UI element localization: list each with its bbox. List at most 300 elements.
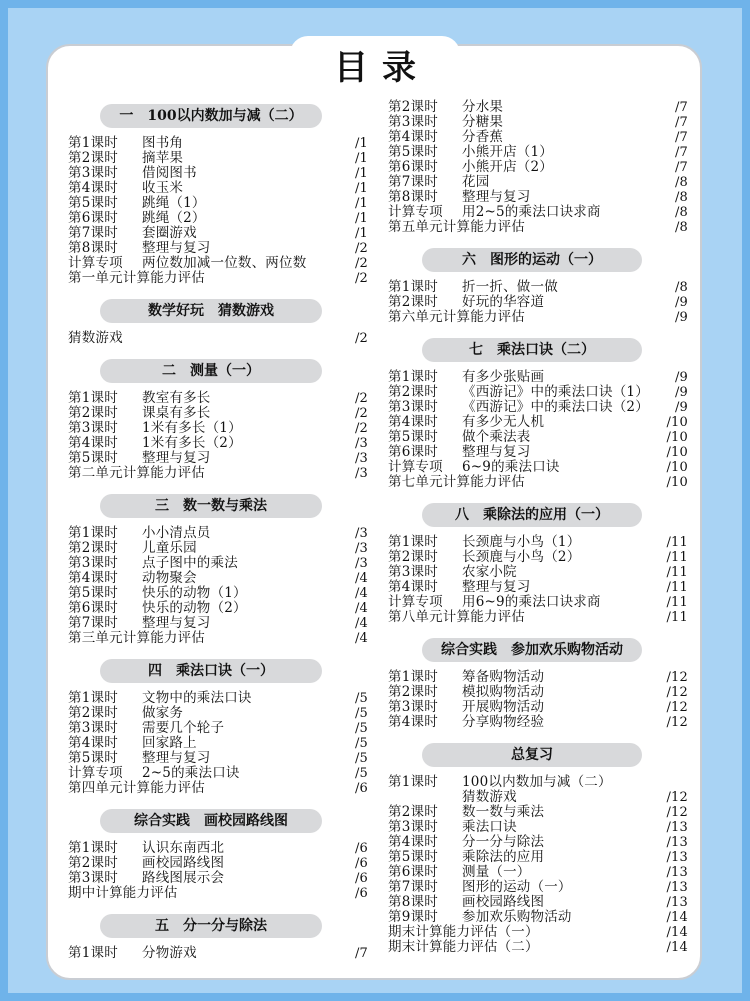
entry-lesson: 期中计算能力评估: [68, 885, 178, 901]
entry-page: /14: [666, 910, 688, 925]
entry-lesson: 第2课时: [388, 804, 438, 820]
entry-page: /12: [666, 685, 688, 700]
entry-title: 跳绳（1）: [142, 195, 206, 211]
entry-lesson: 第2课时: [68, 405, 118, 421]
toc-right-column: [388, 100, 688, 955]
entry-page: /5: [354, 766, 368, 781]
entry-page: /12: [666, 670, 688, 685]
toc-entry[interactable]: [68, 571, 368, 586]
entry-page: /4: [354, 631, 368, 646]
entry-lesson: 第7课时: [68, 615, 118, 631]
toc-entry[interactable]: [388, 280, 688, 295]
entry-lesson: 第3课时: [68, 870, 118, 886]
entry-page: /1: [354, 211, 368, 226]
toc-entry[interactable]: [68, 241, 368, 256]
entry-page: /13: [666, 865, 688, 880]
toc-entry[interactable]: [388, 220, 688, 235]
section-header: 数学好玩 猜数游戏: [100, 299, 322, 323]
entry-page: /13: [666, 850, 688, 865]
toc-entry[interactable]: [388, 910, 688, 925]
toc-entry[interactable]: [388, 880, 688, 895]
toc-entry[interactable]: [388, 115, 688, 130]
entry-lesson: 第4课时: [388, 414, 438, 430]
entry-page: /4: [354, 616, 368, 631]
entry-title: 模拟购物活动: [462, 684, 545, 700]
entry-page: /1: [354, 181, 368, 196]
entry-title: 用6~9的乘法口诀求商: [462, 594, 601, 610]
entry-page: /6: [354, 871, 368, 886]
toc-entry[interactable]: [68, 631, 368, 646]
entry-lesson: 第5课时: [68, 750, 118, 766]
entry-lesson: 第4课时: [388, 714, 438, 730]
entry-page: /4: [354, 601, 368, 616]
entry-page: /2: [354, 421, 368, 436]
toc-entry[interactable]: [388, 205, 688, 220]
entry-lesson: 第3课时: [388, 114, 438, 130]
entry-lesson: 计算专项: [68, 255, 123, 271]
entry-title: 开展购物活动: [462, 699, 545, 715]
toc-entry[interactable]: [388, 565, 688, 580]
entry-lesson: 第6课时: [388, 864, 438, 880]
entry-page: /2: [354, 391, 368, 406]
entry-title: 动物聚会: [142, 570, 197, 586]
toc-entry[interactable]: [388, 190, 688, 205]
entry-title: 整理与复习: [142, 750, 211, 766]
entry-title: 长颈鹿与小鸟（1）: [462, 534, 581, 550]
entry-page: /11: [666, 535, 688, 550]
toc-entry[interactable]: [388, 865, 688, 880]
toc-entry[interactable]: [388, 550, 688, 565]
entry-title: 儿童乐园: [142, 540, 197, 556]
entry-lesson: 第4课时: [68, 180, 118, 196]
entry-lesson: 第9课时: [388, 909, 438, 925]
entry-page: /8: [674, 220, 688, 235]
entry-title: 快乐的动物（1）: [142, 585, 247, 601]
entry-page: /4: [354, 586, 368, 601]
entry-lesson: 第6课时: [388, 159, 438, 175]
toc-entry[interactable]: [68, 466, 368, 481]
entry-title: 整理与复习: [142, 615, 211, 631]
entry-lesson: 第五单元计算能力评估: [388, 219, 525, 235]
entry-title: 6~9的乘法口诀: [462, 459, 560, 475]
toc-entry[interactable]: [388, 805, 688, 820]
toc-entry[interactable]: [388, 535, 688, 550]
entry-title: 分香蕉: [462, 129, 504, 145]
entry-lesson: 计算专项: [388, 204, 443, 220]
entry-page: /7: [674, 115, 688, 130]
entry-title: 画校园路线图: [142, 855, 225, 871]
entry-page: /1: [354, 151, 368, 166]
entry-lesson: 第8课时: [388, 894, 438, 910]
entry-page: /8: [674, 175, 688, 190]
entry-page: /6: [354, 841, 368, 856]
entry-title: 图书角: [142, 135, 184, 151]
entry-lesson: 第1课时: [388, 279, 438, 295]
entry-lesson: 第4课时: [68, 435, 118, 451]
entry-lesson: 第1课时: [68, 135, 118, 151]
toc-entry[interactable]: [388, 895, 688, 910]
entry-page: /14: [666, 940, 688, 955]
entry-lesson: 第2课时: [388, 294, 438, 310]
toc-entry[interactable]: [388, 595, 688, 610]
entry-page: /13: [666, 820, 688, 835]
entry-title: 套圈游戏: [142, 225, 197, 241]
toc-entry[interactable]: [388, 145, 688, 160]
section-header: 七 乘法口诀（二）: [422, 338, 642, 362]
toc-entry[interactable]: [388, 400, 688, 415]
entry-title: 课桌有多长: [142, 405, 211, 421]
entry-lesson: 第3课时: [388, 564, 438, 580]
toc-entry[interactable]: [68, 751, 368, 766]
toc-left-column: [68, 104, 368, 961]
section-header: 三 数一数与乘法: [100, 494, 322, 518]
entry-title: 小熊开店（2）: [462, 159, 553, 175]
entry-lesson: 第7课时: [388, 879, 438, 895]
entry-page: /8: [674, 205, 688, 220]
entry-page: /10: [666, 415, 688, 430]
entry-page: /7: [674, 145, 688, 160]
entry-lesson: 第7课时: [388, 174, 438, 190]
entry-page: /12: [666, 790, 688, 805]
entry-lesson: 第4课时: [388, 834, 438, 850]
entry-page: /9: [674, 310, 688, 325]
toc-entry[interactable]: [68, 226, 368, 241]
entry-lesson: 计算专项: [388, 594, 443, 610]
toc-entry[interactable]: [388, 385, 688, 400]
entry-lesson: 第2课时: [68, 540, 118, 556]
toc-entry[interactable]: [68, 766, 368, 781]
entry-lesson: 期末计算能力评估（二）: [388, 939, 539, 955]
entry-page: /7: [674, 100, 688, 115]
entry-page: /3: [354, 466, 368, 481]
entry-lesson: 第5课时: [388, 429, 438, 445]
toc-entry[interactable]: [388, 475, 688, 490]
entry-lesson: 第1课时: [68, 690, 118, 706]
entry-lesson: 第2课时: [68, 705, 118, 721]
toc-entry[interactable]: [388, 715, 688, 730]
entry-title: 参加欢乐购物活动: [462, 909, 572, 925]
entry-title: 长颈鹿与小鸟（2）: [462, 549, 581, 565]
entry-page: /9: [674, 370, 688, 385]
toc-entry[interactable]: [388, 370, 688, 385]
toc-entry[interactable]: [388, 175, 688, 190]
entry-title: 分水果: [462, 99, 504, 115]
entry-lesson: 第5课时: [68, 585, 118, 601]
entry-title: 小小清点员: [142, 525, 211, 541]
entry-title: 点子图中的乘法: [142, 555, 238, 571]
entry-title: 分物游戏: [142, 945, 197, 961]
toc-entry[interactable]: [388, 160, 688, 175]
entry-lesson: 第2课时: [388, 99, 438, 115]
entry-lesson: 第2课时: [388, 384, 438, 400]
entry-title: 筹备购物活动: [462, 669, 545, 685]
entry-page: /12: [666, 805, 688, 820]
toc-entry[interactable]: [68, 841, 368, 856]
entry-page: /11: [666, 580, 688, 595]
entry-page: /13: [666, 895, 688, 910]
entry-lesson: 第8课时: [388, 189, 438, 205]
entry-lesson: 第2课时: [388, 549, 438, 565]
toc-entry[interactable]: [68, 691, 368, 706]
toc-entry[interactable]: [388, 700, 688, 715]
entry-title: 认识东南西北: [142, 840, 225, 856]
toc-entry[interactable]: [68, 406, 368, 421]
entry-title: 1米有多长（1）: [142, 420, 242, 436]
entry-lesson: 第1课时: [388, 369, 438, 385]
entry-page: /2: [354, 241, 368, 256]
entry-page: /13: [666, 835, 688, 850]
section-header: 八 乘除法的应用（一）: [422, 503, 642, 527]
entry-page: /10: [666, 430, 688, 445]
toc-entry[interactable]: [388, 310, 688, 325]
entry-page: /1: [354, 226, 368, 241]
entry-lesson: 第5课时: [388, 849, 438, 865]
entry-lesson: 第七单元计算能力评估: [388, 474, 525, 490]
entry-title: 小熊开店（1）: [462, 144, 553, 160]
toc-entry[interactable]: [68, 706, 368, 721]
toc-entry[interactable]: [388, 820, 688, 835]
entry-lesson: 猜数游戏: [68, 330, 123, 346]
toc-entry[interactable]: [388, 295, 688, 310]
toc-entry[interactable]: [68, 526, 368, 541]
entry-page: /5: [354, 721, 368, 736]
entry-title: 快乐的动物（2）: [142, 600, 247, 616]
entry-lesson: 第1课时: [68, 840, 118, 856]
entry-title: 图形的运动（一）: [462, 879, 572, 895]
toc-entry[interactable]: [68, 601, 368, 616]
entry-title: 整理与复习: [462, 444, 531, 460]
entry-page: /2: [354, 331, 368, 346]
toc-entry[interactable]: [68, 616, 368, 631]
toc-entry[interactable]: [388, 775, 688, 790]
toc-entry[interactable]: [68, 586, 368, 601]
entry-page: /2: [354, 271, 368, 286]
entry-title: 教室有多长: [142, 390, 211, 406]
toc-entry[interactable]: [388, 940, 688, 955]
section-header: 五 分一分与除法: [100, 914, 322, 938]
entry-page: /3: [354, 451, 368, 466]
section-header: 综合实践 画校园路线图: [100, 809, 322, 833]
entry-lesson: 期末计算能力评估（一）: [388, 924, 539, 940]
entry-page: /2: [354, 406, 368, 421]
entry-lesson: 第1课时: [388, 669, 438, 685]
toc-entry[interactable]: [68, 721, 368, 736]
entry-lesson: 第一单元计算能力评估: [68, 270, 205, 286]
entry-page: /1: [354, 196, 368, 211]
entry-page: /10: [666, 445, 688, 460]
toc-entry[interactable]: [388, 925, 688, 940]
entry-lesson: 第二单元计算能力评估: [68, 465, 205, 481]
entry-page: /6: [354, 856, 368, 871]
entry-page: /9: [674, 400, 688, 415]
entry-title: 收玉米: [142, 180, 184, 196]
entry-lesson: 第2课时: [68, 855, 118, 871]
toc-entry[interactable]: [388, 580, 688, 595]
toc-entry[interactable]: [68, 451, 368, 466]
toc-entry[interactable]: [68, 151, 368, 166]
section-header: 六 图形的运动（一）: [422, 248, 642, 272]
entry-page: /7: [674, 130, 688, 145]
entry-title: 乘除法的应用: [462, 849, 545, 865]
entry-page: /7: [354, 946, 368, 961]
entry-page: /6: [354, 886, 368, 901]
entry-lesson: 第3课时: [68, 165, 118, 181]
entry-page: /13: [666, 880, 688, 895]
entry-title: 分糖果: [462, 114, 504, 130]
entry-page: /3: [354, 526, 368, 541]
entry-title: 数一数与乘法: [462, 804, 545, 820]
entry-title: 摘苹果: [142, 150, 184, 166]
entry-title: 《西游记》中的乘法口诀（1）: [462, 384, 649, 400]
toc-entry[interactable]: [68, 181, 368, 196]
title-tab: [290, 36, 460, 100]
entry-title: 乘法口诀: [462, 819, 517, 835]
toc-entry[interactable]: [68, 436, 368, 451]
toc-entry[interactable]: [388, 415, 688, 430]
toc-entry[interactable]: [68, 541, 368, 556]
entry-lesson: 第2课时: [68, 150, 118, 166]
section-header: 一 100以内数加与减（二）: [100, 104, 322, 128]
entry-title: 做个乘法表: [462, 429, 531, 445]
entry-page: /3: [354, 541, 368, 556]
entry-page: /10: [666, 460, 688, 475]
toc-entry[interactable]: [68, 211, 368, 226]
entry-lesson: 计算专项: [68, 765, 123, 781]
entry-page: /2: [354, 256, 368, 271]
entry-page: /3: [354, 436, 368, 451]
toc-entry[interactable]: [388, 850, 688, 865]
toc-entry[interactable]: [388, 460, 688, 475]
entry-lesson: 第六单元计算能力评估: [388, 309, 525, 325]
toc-entry[interactable]: [388, 130, 688, 145]
entry-title: 整理与复习: [462, 579, 531, 595]
entry-title: 分享购物经验: [462, 714, 545, 730]
entry-title: 100以内数加与减（二）: [462, 774, 612, 790]
toc-entry[interactable]: [388, 610, 688, 625]
toc-entry[interactable]: [68, 421, 368, 436]
entry-lesson: 第3课时: [68, 720, 118, 736]
toc-entry[interactable]: [68, 886, 368, 901]
entry-title: 花园: [462, 174, 490, 190]
entry-lesson: 第3课时: [68, 555, 118, 571]
toc-entry[interactable]: [68, 136, 368, 151]
entry-title: 用2~5的乘法口诀求商: [462, 204, 601, 220]
toc-entry[interactable]: [388, 670, 688, 685]
entry-page: /5: [354, 751, 368, 766]
toc-entry[interactable]: [68, 556, 368, 571]
entry-title: 整理与复习: [142, 240, 211, 256]
toc-entry[interactable]: [388, 100, 688, 115]
toc-entry[interactable]: [388, 445, 688, 460]
toc-entry[interactable]: [68, 391, 368, 406]
entry-title: 2~5的乘法口诀: [142, 765, 240, 781]
toc-entry[interactable]: [68, 946, 368, 961]
entry-title: 画校园路线图: [462, 894, 545, 910]
entry-page: /8: [674, 190, 688, 205]
toc-entry[interactable]: [68, 871, 368, 886]
entry-lesson: 第1课时: [68, 390, 118, 406]
entry-lesson: 第1课时: [68, 525, 118, 541]
entry-title: 测量（一）: [462, 864, 531, 880]
entry-page: /1: [354, 166, 368, 181]
entry-page: /10: [666, 475, 688, 490]
entry-lesson: 第5课时: [388, 144, 438, 160]
entry-title: 路线图展示会: [142, 870, 225, 886]
entry-lesson: 第四单元计算能力评估: [68, 780, 205, 796]
toc-entry[interactable]: [68, 196, 368, 211]
entry-page: /4: [354, 571, 368, 586]
entry-page: /11: [666, 610, 688, 625]
entry-page: /12: [666, 700, 688, 715]
entry-title: 好玩的华容道: [462, 294, 545, 310]
toc-entry[interactable]: [388, 790, 688, 805]
toc-entry[interactable]: [68, 271, 368, 286]
entry-page: /14: [666, 925, 688, 940]
entry-lesson: 第6课时: [68, 600, 118, 616]
toc-entry[interactable]: [68, 166, 368, 181]
entry-page: /5: [354, 691, 368, 706]
entry-title: 1米有多长（2）: [142, 435, 242, 451]
entry-page: /9: [674, 385, 688, 400]
toc-entry[interactable]: [388, 835, 688, 850]
section-header: 二 测量（一）: [100, 359, 322, 383]
entry-title: 需要几个轮子: [142, 720, 225, 736]
entry-title: 猜数游戏: [462, 789, 517, 805]
entry-page: /12: [666, 715, 688, 730]
entry-page: /3: [354, 556, 368, 571]
toc-entry[interactable]: [388, 430, 688, 445]
entry-title: 两位数加减一位数、两位数: [142, 255, 307, 271]
entry-title: 回家路上: [142, 735, 197, 751]
entry-lesson: 第三单元计算能力评估: [68, 630, 205, 646]
entry-page: /11: [666, 595, 688, 610]
entry-lesson: 第八单元计算能力评估: [388, 609, 525, 625]
entry-title: 借阅图书: [142, 165, 197, 181]
toc-entry[interactable]: [68, 736, 368, 751]
entry-lesson: 第4课时: [388, 129, 438, 145]
entry-page: /6: [354, 781, 368, 796]
entry-page: /9: [674, 295, 688, 310]
entry-lesson: 第3课时: [68, 420, 118, 436]
entry-page: /5: [354, 706, 368, 721]
entry-lesson: 第1课时: [388, 774, 438, 790]
toc-entry[interactable]: [388, 685, 688, 700]
toc-entry[interactable]: [68, 256, 368, 271]
entry-lesson: 第3课时: [388, 699, 438, 715]
entry-page: /11: [666, 550, 688, 565]
entry-page: /5: [354, 736, 368, 751]
entry-title: 农家小院: [462, 564, 517, 580]
entry-lesson: 第1课时: [68, 945, 118, 961]
entry-lesson: 第2课时: [388, 684, 438, 700]
toc-entry[interactable]: [68, 781, 368, 796]
entry-title: 有多少张贴画: [462, 369, 545, 385]
entry-lesson: 第6课时: [388, 444, 438, 460]
entry-title: 文物中的乘法口诀: [142, 690, 252, 706]
toc-entry[interactable]: [68, 331, 368, 346]
entry-lesson: 第3课时: [388, 819, 438, 835]
entry-title: 做家务: [142, 705, 184, 721]
entry-title: 整理与复习: [462, 189, 531, 205]
toc-entry[interactable]: [68, 856, 368, 871]
entry-lesson: 第5课时: [68, 450, 118, 466]
entry-lesson: 计算专项: [388, 459, 443, 475]
entry-title: 分一分与除法: [462, 834, 545, 850]
entry-page: /11: [666, 565, 688, 580]
entry-lesson: 第4课时: [388, 579, 438, 595]
entry-lesson: 第3课时: [388, 399, 438, 415]
entry-title: 有多少无人机: [462, 414, 545, 430]
